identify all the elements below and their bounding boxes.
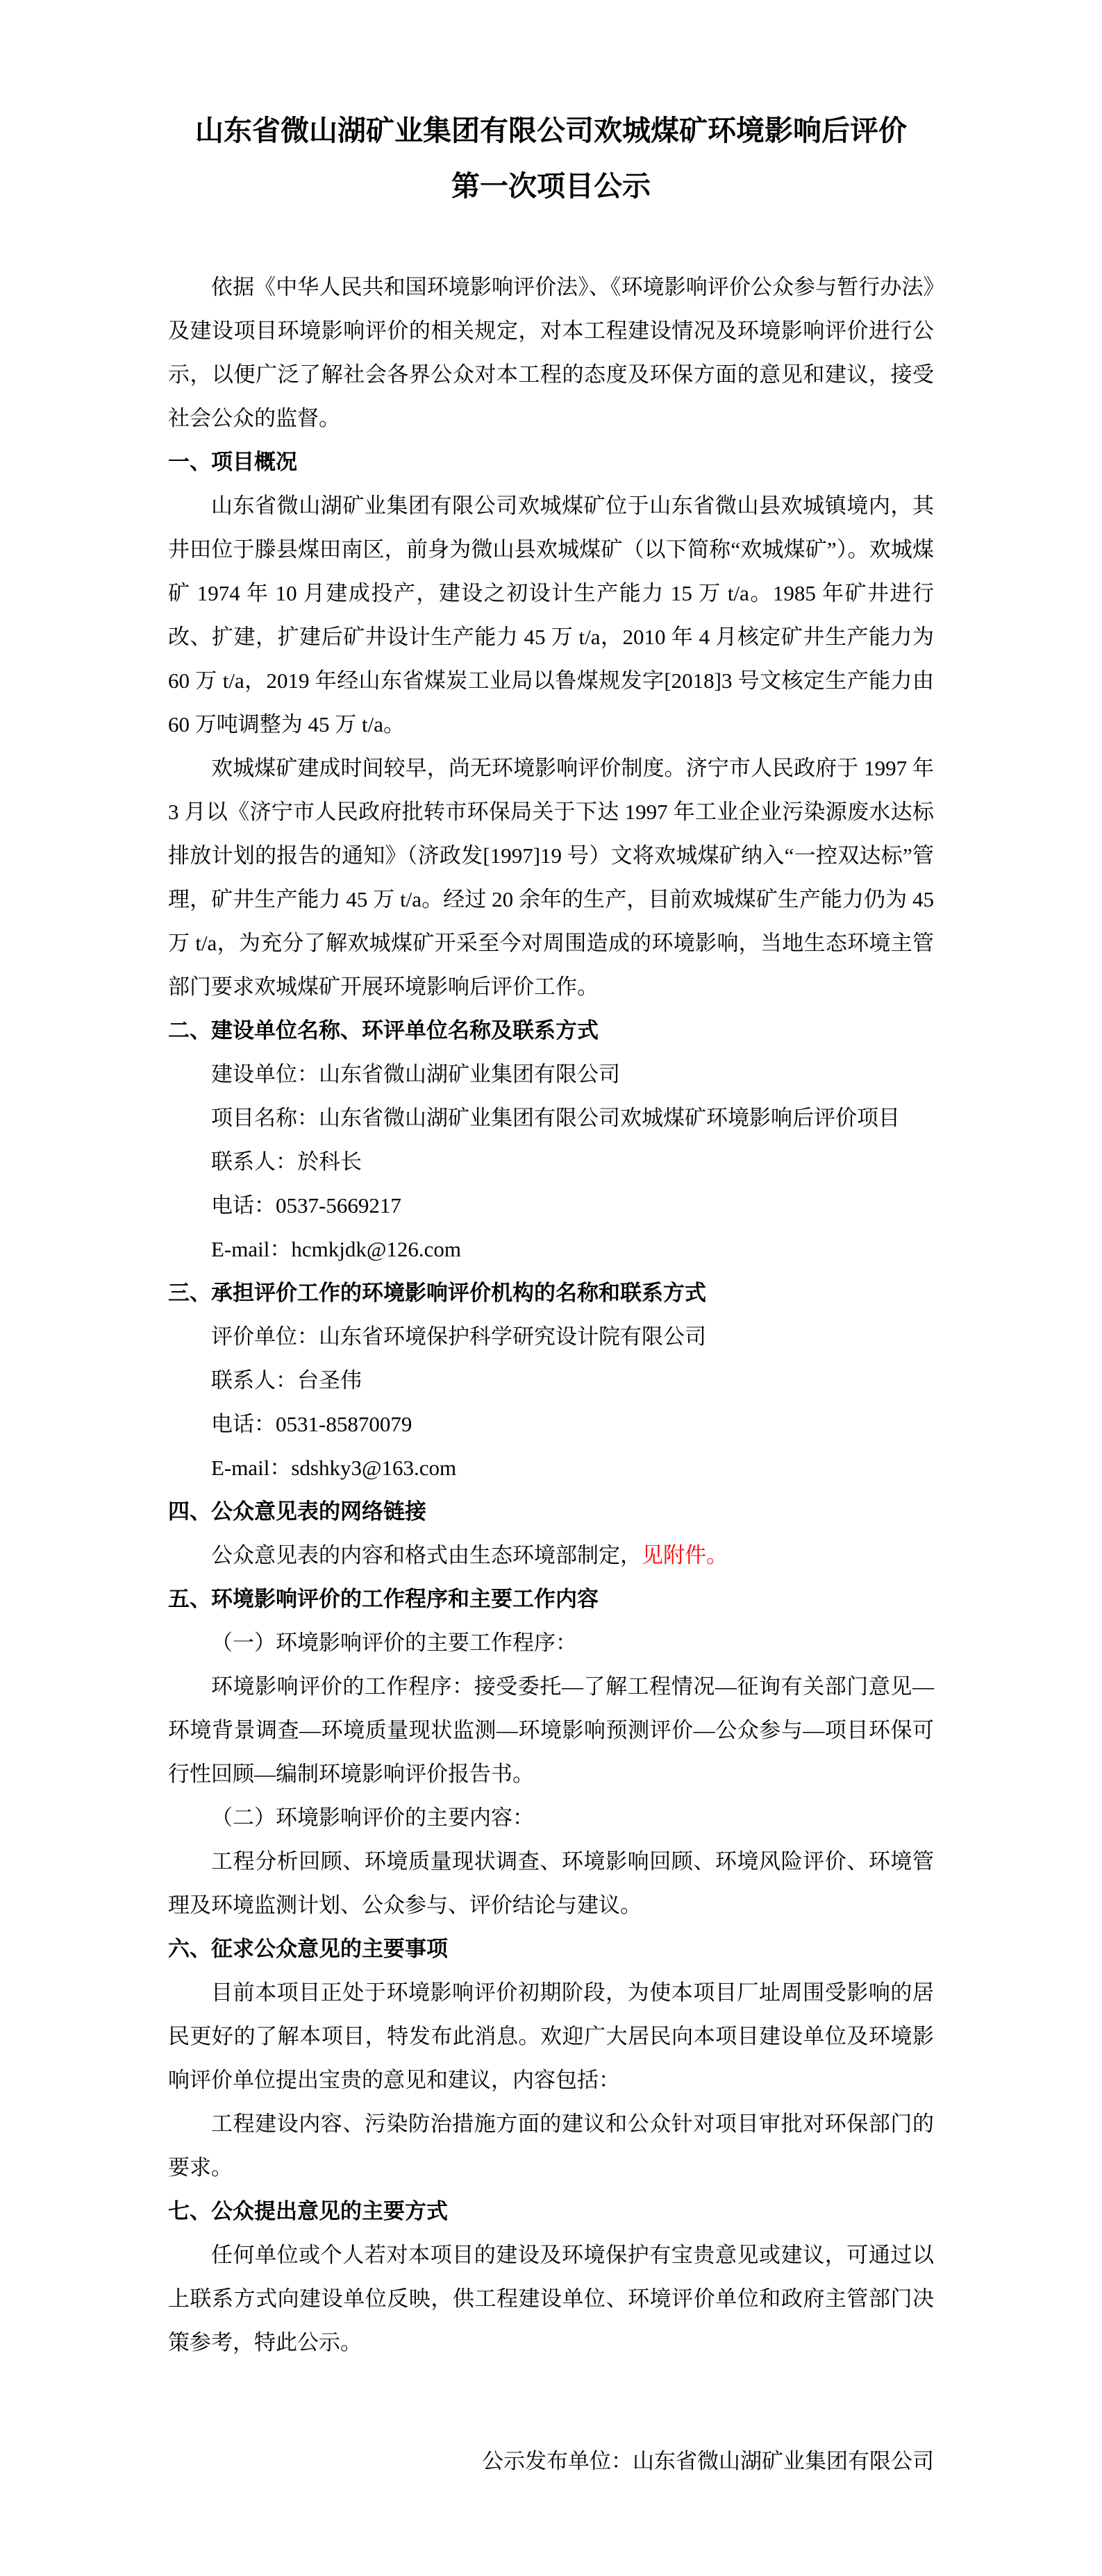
paragraph: 依据《中华人民共和国环境影响评价法》、《环境影响评价公众参与暂行办法》及建设项目环境影响评价的相关规定，对本工程建设情况及环境影响评价进行公示，以便广泛了解社会各界公众对本工程的态度及环保方面的意见和建议，接受社会公众的监督。 [168,275,934,430]
document-body [168,265,934,2364]
section-heading: 五、环境影响评价的工作程序和主要工作内容 [168,1587,599,1611]
section-heading: 一、项目概况 [168,450,297,474]
paragraph: 联系人：於科长 [211,1150,362,1174]
paragraph: 联系人：台圣伟 [211,1368,362,1392]
section-heading: 六、征求公众意见的主要事项 [168,1937,448,1961]
paragraph: 评价单位：山东省环境保护科学研究设计院有限公司 [211,1324,706,1349]
section-heading: 二、建设单位名称、环评单位名称及联系方式 [168,1018,599,1043]
paragraph: 目前本项目正处于环境影响评价初期阶段，为使本项目厂址周围受影响的居民更好的了解本项目，特发布此消息。欢迎广大居民向本项目建设单位及环境影响评价单位提出宝贵的意见和建议，内容包括： [168,1980,934,2092]
paragraph: 任何单位或个人若对本项目的建设及环境保护有宝贵意见或建议，可通过以上联系方式向建设单位反映，供工程建设单位、环境评价单位和政府主管部门决策参考，特此公示。 [168,2243,934,2355]
paragraph: 公众意见表的内容和格式由生态环境部制定，见附件。 [211,1543,728,1567]
document-title-line2: 第一次项目公示 [451,170,651,202]
paragraph: 电话：0537-5669217 [211,1193,401,1218]
publisher-line: 公示发布单位：山东省微山湖矿业集团有限公司 [482,2449,934,2473]
paragraph: 工程建设内容、污染防治措施方面的建议和公众针对项目审批对环保部门的要求。 [168,2112,934,2180]
paragraph: 电话：0531-85870079 [211,1412,412,1436]
paragraph: 建设单位：山东省微山湖矿业集团有限公司 [211,1062,620,1086]
paragraph: 欢城煤矿建成时间较早，尚无环境影响评价制度。济宁市人民政府于 1997 年 3 月以《济宁市人民政府批转市环保局关于下达 1997 年工业企业污染源废水达标排放计划的报告的通知》（济政发[1997]19 号）文将欢城煤矿纳入“一控双达标”管理，矿井生产能力 45 万 t/a。经过 20 余年的生产，目前欢城煤矿生产能力仍为 45 万 t/a，为充分了解欢城煤矿开采至今对周围造成的环境影响，当地生态环境主管部门要求欢城煤矿开展环境影响后评价工作。 [168,756,934,999]
section-heading: 七、公众提出意见的主要方式 [168,2199,448,2223]
paragraph: E-mail：hcmkjdk@126.com [211,1237,462,1261]
paragraph: 环境影响评价的工作程序：接受委托—了解工程情况—征询有关部门意见—环境背景调查—环境质量现状监测—环境影响预测评价—公众参与—项目环保可行性回顾—编制环境影响评价报告书。 [168,1674,934,1786]
paragraph: E-mail：sdshky3@163.com [211,1456,457,1480]
section-heading: 三、承担评价工作的环境影响评价机构的名称和联系方式 [168,1281,706,1305]
paragraph: 工程分析回顾、环境质量现状调查、环境影响回顾、环境风险评价、环境管理及环境监测计划、公众参与、评价结论与建议。 [168,1849,934,1917]
attachment-note-red-text: 见附件。 [642,1543,728,1567]
document-title-line1: 山东省微山湖矿业集团有限公司欢城煤矿环境影响后评价 [195,115,907,146]
paragraph: 项目名称：山东省微山湖矿业集团有限公司欢城煤矿环境影响后评价项目 [211,1106,900,1130]
paragraph: （二）环境影响评价的主要内容： [211,1805,534,1830]
paragraph: 山东省微山湖矿业集团有限公司欢城煤矿位于山东省微山县欢城镇境内，其井田位于滕县煤田南区，前身为微山县欢城煤矿（以下简称“欢城煤矿”）。欢城煤矿 1974 年 10 月建成投产，建设之初设计生产能力 15 万 t/a。1985 年矿井进行改、扩建，扩建后矿井设计生产能力 45 万 t/a，2010 年 4 月核定矿井生产能力为 60 万 t/a，2019 年经山东省煤炭工业局以鲁煤规发字[2018]3 号文核定生产能力由 60 万吨调整为 45 万 t/a。 [168,494,934,736]
paragraph: （一）环境影响评价的主要工作程序： [211,1631,577,1655]
section-heading: 四、公众意见表的网络链接 [168,1499,426,1524]
